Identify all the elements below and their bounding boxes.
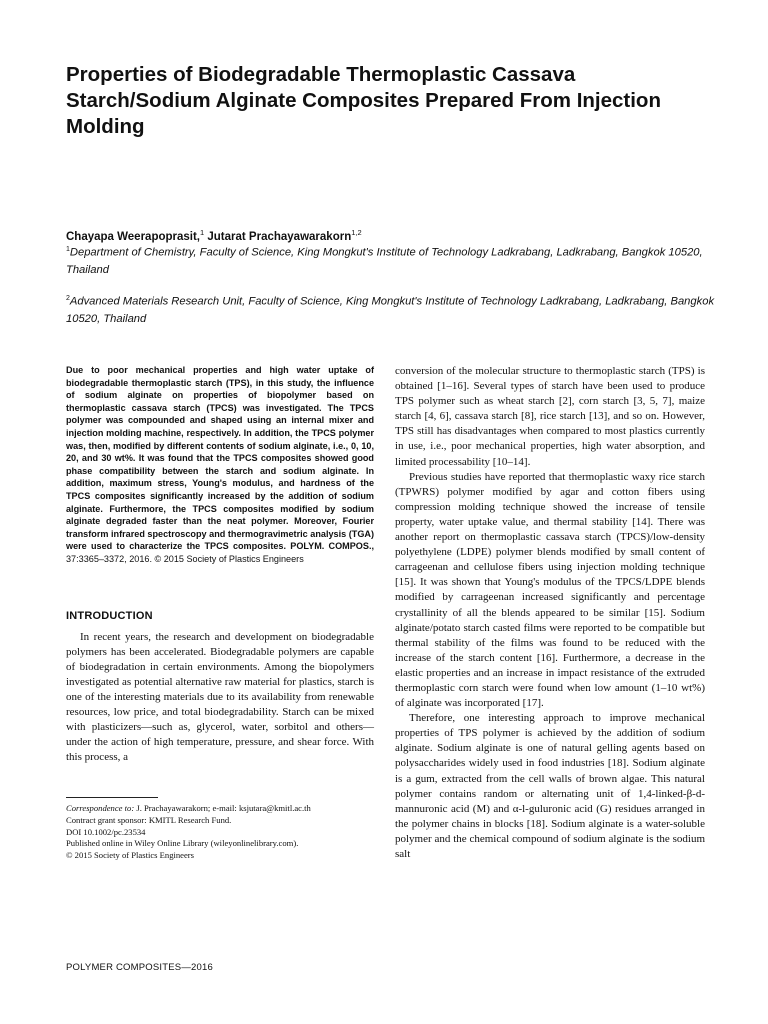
correspondence-note	[66, 803, 374, 815]
affiliation-mark: 1	[66, 246, 70, 253]
author-affiliation-mark: 1	[200, 228, 205, 237]
right-column	[395, 364, 705, 862]
author-name: Chayapa Weerapoprasit,	[66, 230, 201, 243]
affiliation-2	[66, 290, 726, 328]
body-paragraph: conversion of the molecular structure to thermoplastic starch (TPS) is obtained [1–16]. Several types of starch have been used to produce TPS polymer such as wheat starch [2], corn starch [3, 5, 7], maize starch [4, 6], cassava starch [8], rice starch [13], and so on. However, TPS still has disadvantages when compared to most plastics currently in use, i.e., poor mechanical properties, high water absorption, and limited processability [10–14].	[395, 365, 705, 468]
affiliation-1	[66, 241, 726, 279]
footnote-divider	[66, 797, 158, 798]
body-paragraph: Previous studies have reported that thermoplastic waxy rice starch (TPWRS) polymer modified by agar and cotton fibers using compression molding technique showed the increase of tensile property, water uptake value, and thermal stability [14]. There was another report on thermoplastic cassava starch (TPCS)/low-density polyethylene (LDPE) polymer blends modified by small content of carrageenan and cellulose fibers using injection molding technique [15]. It was shown that Young's modulus of the TPCS/LDPE blends modified by carrageenan increased significantly and percentage crystallinity of all the blends appeared to be similar [15]. Sodium alginate/potato starch casted films were reported to be compatible but thermal stability of the films was found to be reduced with the increase of the starch content [16]. Furthermore, a decrease in the elastic properties and an increase in impact resistance of the extruded thermoplastic corn starch were found when low amount (1–10 wt%) of alginate was incorporated [17].	[395, 470, 705, 710]
left-column	[66, 364, 374, 861]
grant-note: Contract grant sponsor: KMITL Research Fund.	[66, 814, 232, 825]
affiliation-mark: 2	[66, 295, 70, 302]
abstract	[66, 364, 374, 566]
page-footer: POLYMER COMPOSITES—2016	[66, 962, 213, 973]
correspondence-label: Correspondence to:	[66, 803, 135, 814]
author-affiliation-mark: 1,2	[351, 228, 362, 237]
doi-note: DOI 10.1002/pc.23534	[66, 826, 146, 837]
paper-title: Properties of Biodegradable Thermoplastic Cassava Starch/Sodium Alginate Composites Prepared From Injection Molding	[66, 63, 661, 138]
published-note: Published online in Wiley Online Library (wileyonlinelibrary.com).	[66, 838, 299, 849]
copyright-note: © 2015 Society of Plastics Engineers	[66, 849, 195, 860]
abstract-text: Due to poor mechanical properties and high water uptake of biodegradable thermoplastic starch (TPS), in this study, the influence of sodium alginate on properties of biopolymer based on thermoplastic cassava starch (TPCS) was investigated. The TPCS polymer was compounded and shaped using an internal mixer and injection molding machine, respectively. In addition, the TPCS polymer was, then, modified by different contents of sodium alginate, i.e., 0, 10, 20, and 30 wt%. It was found that the TPCS composites showed good phase compatibility between the starch and sodium alginate. In addition, maximum stress, Young's modulus, and hardness of the TPCS composites significantly increased by the addition of sodium alginate. Furthermore, the TPCS composites modified by sodium alginate degraded faster than the neat polymer. Moreover, Fourier transform infrared spectroscopy and thermogravimetric analysis (TGA) were used to characterize the TPCS composites.	[66, 365, 374, 552]
body-paragraph: Therefore, one interesting approach to improve mechanical properties of TPS polymer is achieved by the addition of sodium alginate. Sodium alginate is one of natural gelling agents based on polysaccharides widely used in food industries [18]. Sodium alginate is a gum, extracted from the cell walls of brown algae. This natural polymer contains random or alternating unit of 1,4-linked-β-d-mannuronic acid (M) and α-l-guluronic acid (G) residues arranged in the polymer chains in blocks [18]. Sodium alginate is a water-soluble polymer and the chemical compound of sodium alginate is the sodium salt	[395, 712, 705, 860]
affiliation-text: Department of Chemistry, Faculty of Science, King Mongkut's Institute of Technology Ladkrabang, Ladkrabang, Bangkok 10520, Thailand	[66, 246, 703, 276]
abstract-citation: 37:3365–3372, 2016. © 2015 Society of Plastics Engineers	[66, 553, 304, 564]
journal-abbrev: POLYM. COMPOS.,	[290, 541, 375, 552]
affiliation-text: Advanced Materials Research Unit, Faculty of Science, King Mongkut's Institute of Technology Ladkrabang, Ladkrabang, Bangkok 10520, Thailand	[66, 295, 715, 325]
intro-paragraph: In recent years, the research and development on biodegradable polymers has been accelerated. Biodegradable polymers are capable of biodegradation in certain environments. Among the biopolymers investigated as potential alternative raw material for plastics, starch is one of the interesting materials due to its availability from renewable resources, low price, and total biodegradability. Starch can be mixed with plasticizers—such as, glycerol, water, sorbitol and others—under the action of high temperature, pressure, and shear force. With this process, a	[66, 630, 374, 764]
section-heading-introduction: INTRODUCTION	[66, 609, 153, 622]
correspondence-text: J. Prachayawarakorn; e-mail: ksjutara@kmitl.ac.th	[136, 803, 311, 814]
author-name: Jutarat Prachayawarakorn	[207, 230, 352, 243]
